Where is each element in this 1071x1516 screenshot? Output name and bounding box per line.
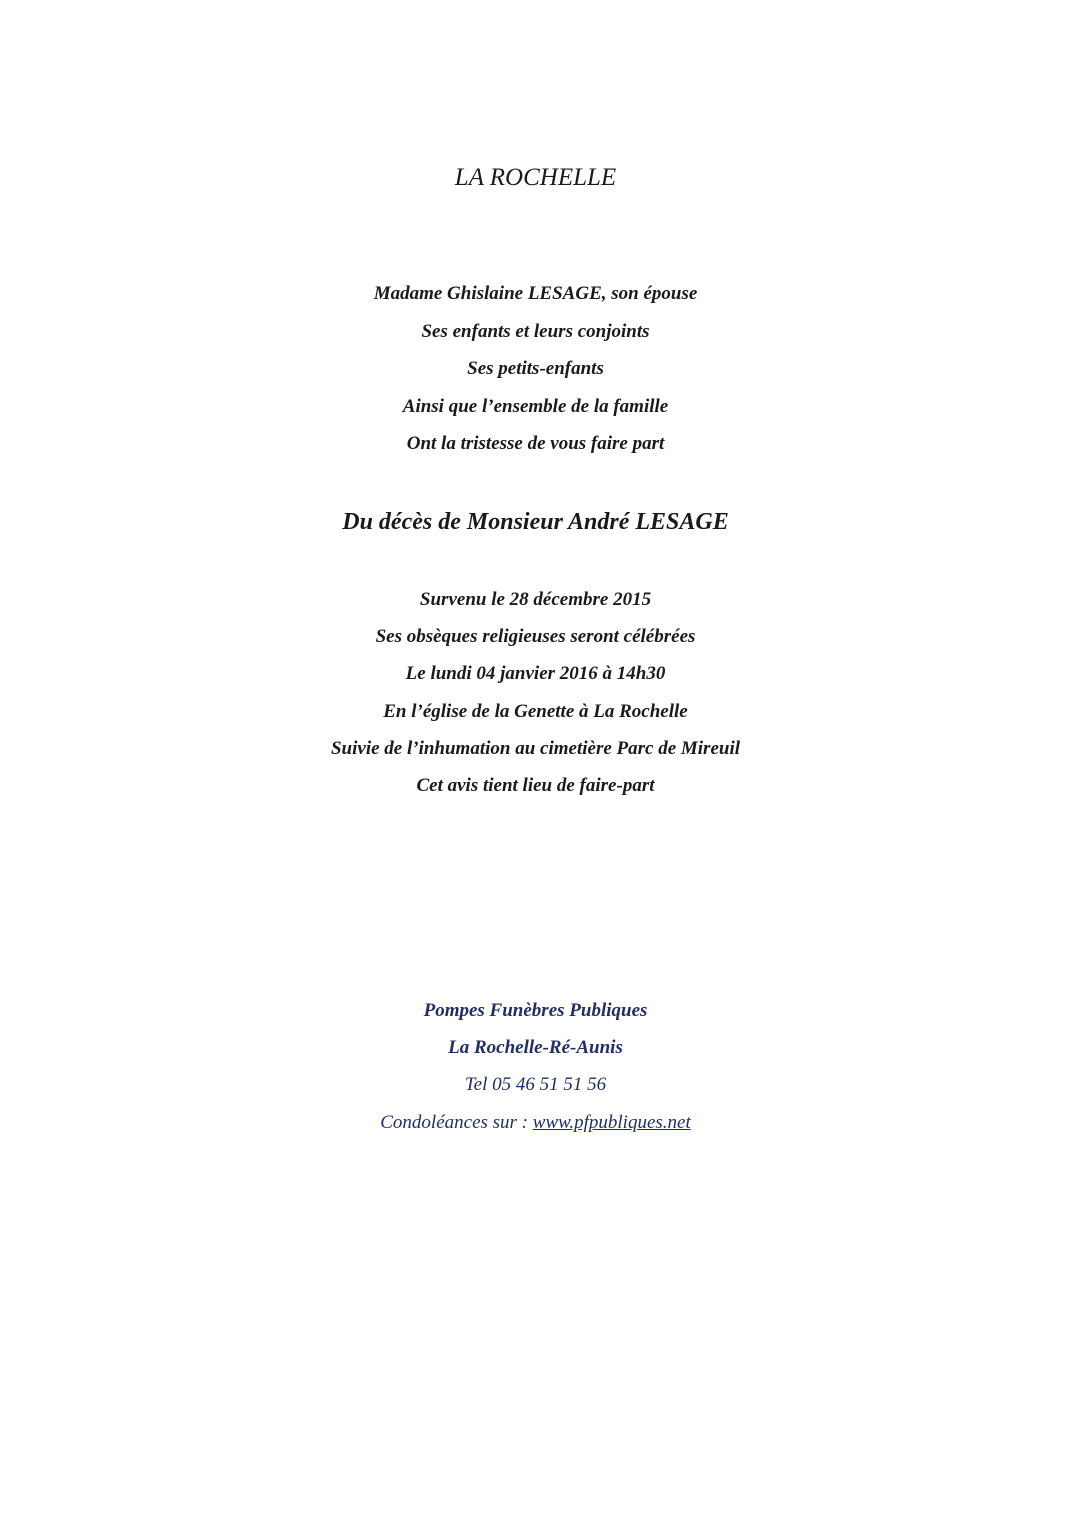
funeral-home-location: La Rochelle-Ré-Aunis [448, 1037, 623, 1058]
family-line-children: Ses enfants et leurs conjoints [421, 321, 650, 342]
deceased-name: Du décès de Monsieur André LESAGE [342, 509, 729, 535]
condolences-line [0, 1111, 1071, 1135]
family-line-grandchildren: Ses petits-enfants [467, 358, 604, 379]
family-line-announcement: Ont la tristesse de vous faire part [406, 433, 665, 454]
website-link[interactable]: www.pfpubliques.net [532, 1112, 691, 1133]
funeral-home-phone: Tel 05 46 51 51 56 [464, 1074, 607, 1095]
details-church: En l’église de la Genette à La Rochelle [383, 701, 688, 722]
family-line-family: Ainsi que l’ensemble de la famille [402, 396, 669, 417]
funeral-home-name: Pompes Funèbres Publiques [423, 1000, 648, 1021]
details-funeral-ceremony: Ses obsèques religieuses seront célébrées [375, 626, 696, 647]
details-date-of-death: Survenu le 28 décembre 2015 [419, 589, 652, 610]
details-notice-statement: Cet avis tient lieu de faire-part [416, 775, 655, 796]
condolences-label: Condoléances sur : [380, 1112, 533, 1133]
city-title: LA ROCHELLE [454, 164, 617, 191]
family-line-spouse: Madame Ghislaine LESAGE, son épouse [373, 283, 698, 304]
details-burial: Suivie de l’inhumation au cimetière Parc de Mireuil [330, 738, 741, 759]
details-funeral-date: Le lundi 04 janvier 2016 à 14h30 [405, 663, 666, 684]
